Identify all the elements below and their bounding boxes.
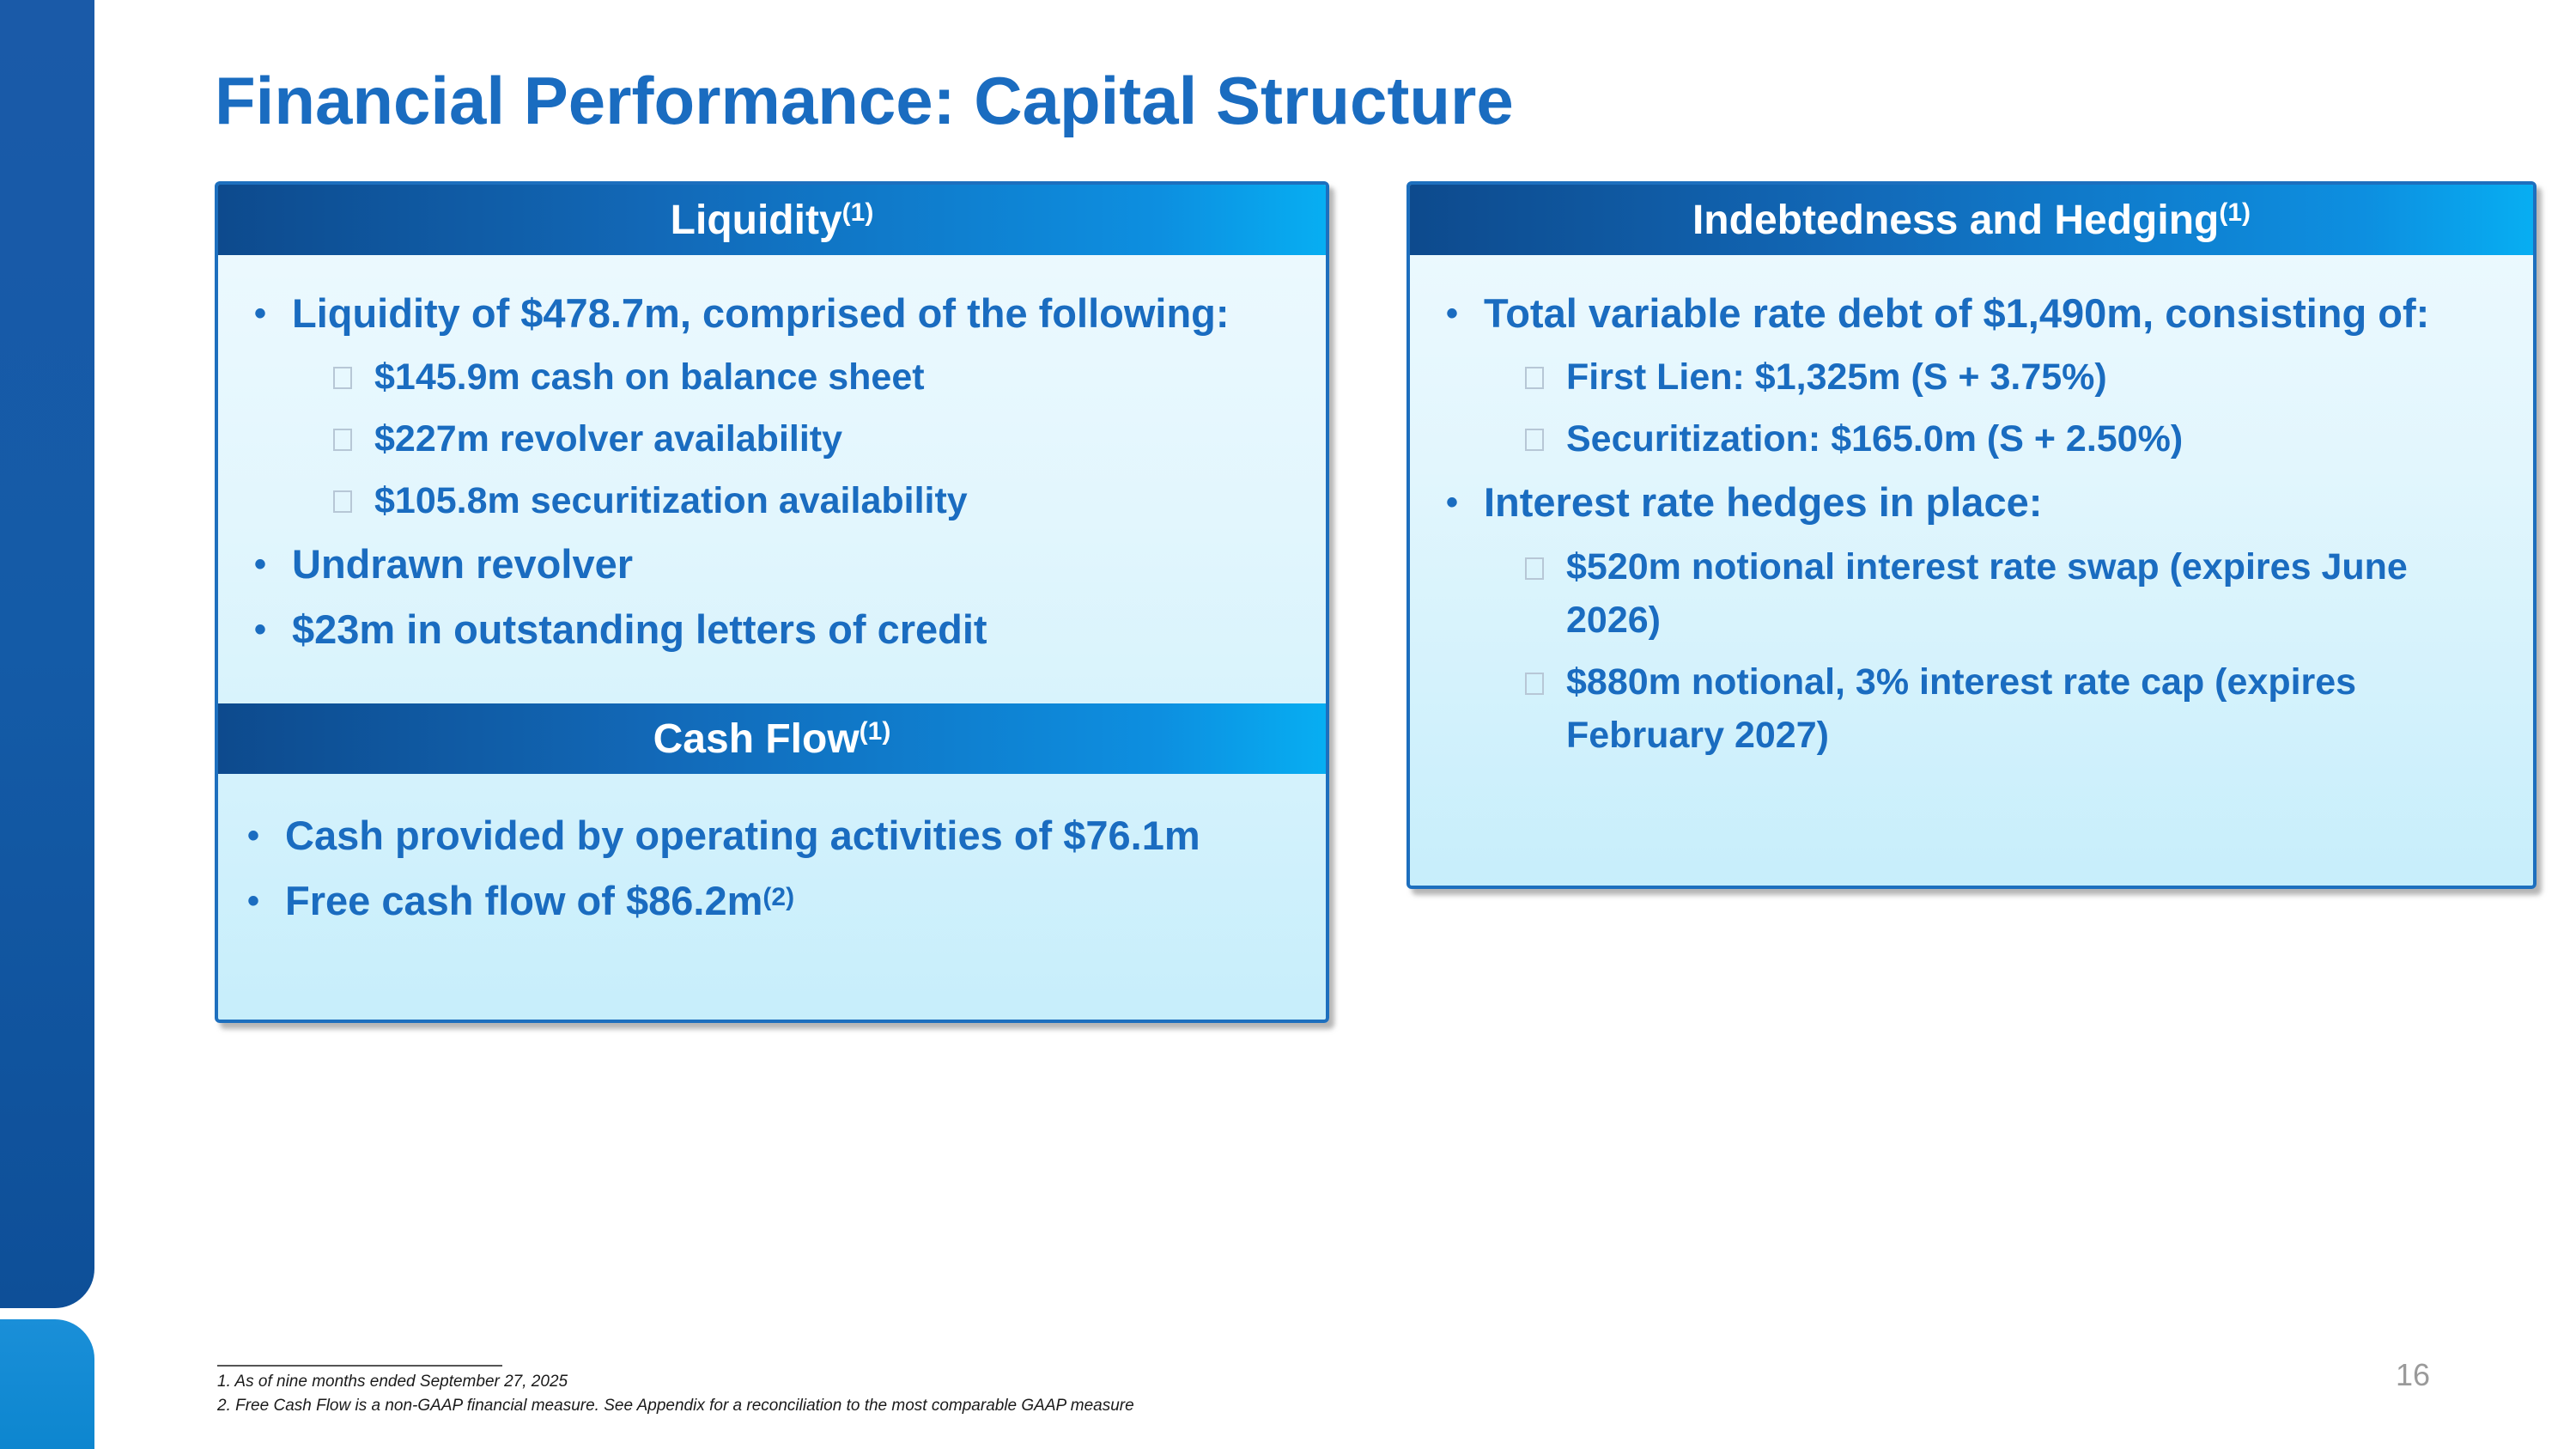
page-number: 16 [2396, 1357, 2431, 1392]
bullet-dot: • [254, 295, 267, 332]
footnote-divider [217, 1365, 502, 1367]
list-item: $227m revolver availability [254, 408, 1230, 470]
list-item: • Total variable rate debt of $1,490m, consisting of: [1446, 281, 2511, 346]
cash-flow-header-footnote: (1) [859, 717, 891, 746]
list-item: • Interest rate hedges in place: [1446, 470, 2511, 535]
bullet-dot: • [1446, 295, 1459, 332]
sub-bullet-box-icon [333, 429, 352, 451]
indebtedness-header [1410, 185, 2533, 255]
list-item: • Cash provided by operating activities of $76.1m [247, 803, 1200, 868]
free-cash-flow-footnote: (2) [762, 883, 795, 911]
indebtedness-header-label: Indebtedness and Hedging [1692, 197, 2220, 243]
left-accent-tab [0, 1319, 94, 1449]
cash-flow-header-label: Cash Flow [653, 715, 860, 762]
bullet-dot: • [247, 817, 260, 855]
footnote-1: 1. As of nine months ended September 27, 2025 [217, 1373, 568, 1391]
sub-bullet-box-icon [1525, 367, 1544, 389]
bullet-dot: • [247, 882, 260, 920]
liquidity-list [254, 281, 1230, 662]
indebtedness-hedging-panel [1406, 181, 2537, 889]
sub-bullet-box-icon [333, 367, 352, 389]
cash-flow-list [247, 803, 1200, 934]
sub-bullet-box-icon [1525, 557, 1544, 580]
list-item: $105.8m securitization availability [254, 470, 1230, 532]
list-item: • Undrawn revolver [254, 532, 1230, 597]
page-title: Financial Performance: Capital Structure [215, 63, 1514, 138]
liquidity-cashflow-panel [215, 181, 1329, 1023]
sub-bullet-box-icon [1525, 673, 1544, 695]
indebtedness-header-footnote: (1) [2219, 198, 2251, 227]
list-item: • Liquidity of $478.7m, comprised of the following: [254, 281, 1230, 346]
bullet-dot: • [1446, 484, 1459, 521]
list-item: $520m notional interest rate swap (expires June 2026) [1446, 535, 2425, 650]
list-item: $145.9m cash on balance sheet [254, 346, 1230, 408]
bullet-dot: • [254, 545, 267, 583]
list-item: • Free cash flow of $\$86.2m^{(2)}$ [247, 868, 1200, 934]
liquidity-header-label: Liquidity [670, 197, 842, 243]
liquidity-header-footnote: (1) [841, 198, 874, 227]
indebtedness-list [1446, 281, 2511, 765]
sub-bullet-box-icon [1525, 429, 1544, 451]
bullet-dot: • [254, 611, 267, 648]
left-accent-bar [0, 0, 94, 1308]
liquidity-header [218, 185, 1326, 255]
cash-flow-header [218, 703, 1326, 774]
footnote-2: 2. Free Cash Flow is a non-GAAP financial measure. See Appendix for a reconciliation to the most comparable GAAP measure [217, 1397, 1134, 1415]
sub-bullet-box-icon [333, 490, 352, 513]
list-item: • $23m in outstanding letters of credit [254, 597, 1230, 662]
list-item: $880m notional, 3% interest rate cap (expires February 2027) [1446, 650, 2511, 765]
list-item: Securitization: $165.0m (S + 2.50%) [1446, 408, 2511, 470]
list-item: First Lien: $1,325m (S + 3.75%) [1446, 346, 2511, 408]
